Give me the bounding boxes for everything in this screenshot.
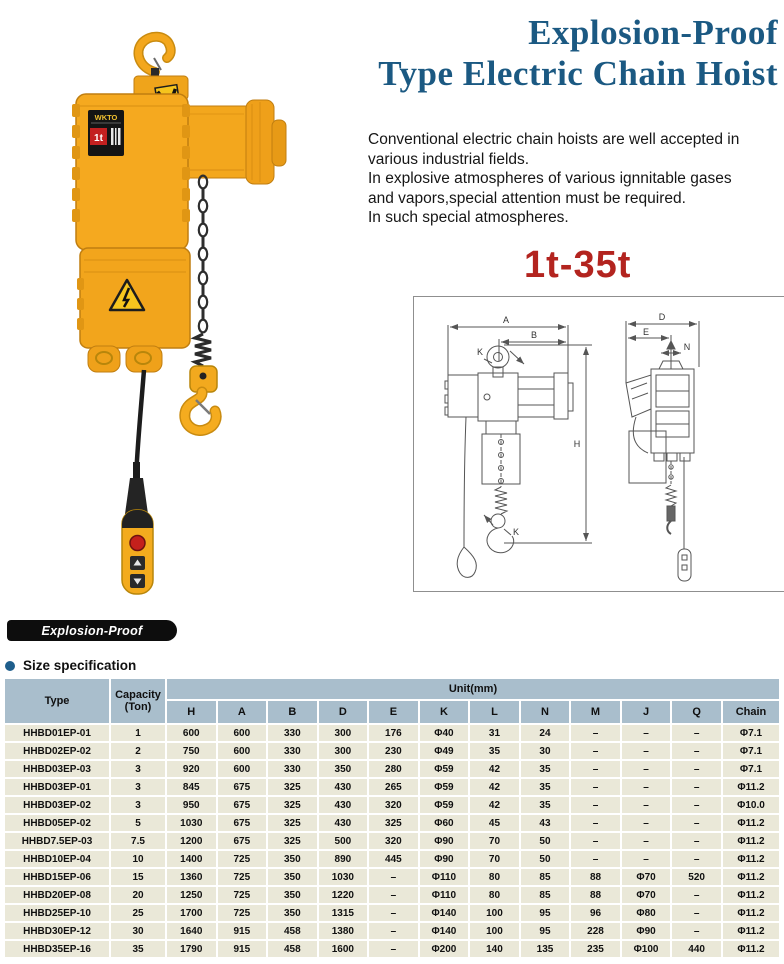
dim-cell: 300 — [319, 743, 368, 759]
dim-cell: Φ11.2 — [723, 869, 779, 885]
dim-cell: 320 — [369, 833, 418, 849]
dim-cell: – — [571, 761, 620, 777]
dim-cell: 1200 — [167, 833, 216, 849]
table-row — [5, 743, 779, 759]
title-line-1: Explosion-Proof — [528, 13, 778, 52]
dim-cell: 140 — [470, 941, 519, 957]
dim-cell: 50 — [521, 833, 570, 849]
dim-cell: 1640 — [167, 923, 216, 939]
table-row — [5, 761, 779, 777]
dim-cell: – — [672, 779, 721, 795]
dim-cell: 845 — [167, 779, 216, 795]
dim-column-header: A — [218, 701, 267, 723]
type-cell: HHBD05EP-02 — [5, 815, 109, 831]
dimension-diagram — [413, 296, 784, 592]
dim-cell: 88 — [571, 887, 620, 903]
dim-cell: 325 — [268, 797, 317, 813]
dim-cell: 45 — [470, 815, 519, 831]
description-line: various industrial fields. — [368, 150, 530, 168]
dim-cell: 280 — [369, 761, 418, 777]
dim-label-b: B — [530, 330, 538, 340]
page-title — [230, 12, 778, 94]
dim-cell: 350 — [268, 851, 317, 867]
dim-cell: 330 — [268, 761, 317, 777]
dim-cell: 750 — [167, 743, 216, 759]
capacity-header-line2: (Ton) — [124, 701, 152, 713]
type-cell: HHBD10EP-04 — [5, 851, 109, 867]
dim-cell: Φ70 — [622, 869, 671, 885]
dim-cell: 85 — [521, 869, 570, 885]
dim-cell: 350 — [268, 887, 317, 903]
table-row — [5, 851, 779, 867]
table-row — [5, 869, 779, 885]
dim-cell: 725 — [218, 869, 267, 885]
table-row — [5, 725, 779, 741]
dim-cell: 176 — [369, 725, 418, 741]
dim-cell: 50 — [521, 851, 570, 867]
title-line-2: Type Electric Chain Hoist — [378, 54, 778, 93]
dim-cell: – — [672, 851, 721, 867]
type-cell: HHBD03EP-01 — [5, 779, 109, 795]
banner-label: Explosion-Proof — [41, 623, 143, 638]
dim-column-header: Q — [672, 701, 721, 723]
dim-cell: – — [571, 833, 620, 849]
product-description — [368, 130, 782, 228]
dim-cell: 1360 — [167, 869, 216, 885]
dim-cell: Φ11.2 — [723, 851, 779, 867]
dim-cell: 320 — [369, 797, 418, 813]
dim-cell: 500 — [319, 833, 368, 849]
dim-cell: 325 — [268, 815, 317, 831]
type-cell: HHBD01EP-01 — [5, 725, 109, 741]
dim-cell: 350 — [268, 869, 317, 885]
dim-cell: Φ90 — [622, 923, 671, 939]
capacity-cell: 10 — [111, 851, 165, 867]
brand-label — [88, 110, 124, 156]
description-line: and vapors,special attention must be required. — [368, 189, 686, 207]
dim-cell: 725 — [218, 905, 267, 921]
dim-cell: Φ70 — [622, 887, 671, 903]
dim-cell: Φ110 — [420, 869, 469, 885]
dim-cell: 440 — [672, 941, 721, 957]
dim-cell: Φ49 — [420, 743, 469, 759]
dim-column-header: L — [470, 701, 519, 723]
dim-cell: – — [622, 815, 671, 831]
dim-cell: – — [571, 725, 620, 741]
dim-cell: 95 — [521, 923, 570, 939]
dim-cell: – — [672, 833, 721, 849]
dim-cell: 330 — [268, 743, 317, 759]
dim-cell: 24 — [521, 725, 570, 741]
capacity-cell: 2 — [111, 743, 165, 759]
dim-cell: – — [622, 725, 671, 741]
type-cell: HHBD30EP-12 — [5, 923, 109, 939]
dim-cell: 265 — [369, 779, 418, 795]
capacity-cell: 1 — [111, 725, 165, 741]
dim-cell: 1400 — [167, 851, 216, 867]
dim-cell: Φ90 — [420, 851, 469, 867]
motor-cylinder — [180, 100, 286, 184]
dim-cell: 80 — [470, 869, 519, 885]
dim-cell: 30 — [521, 743, 570, 759]
type-cell: HHBD35EP-16 — [5, 941, 109, 957]
dim-cell: 35 — [521, 797, 570, 813]
dim-cell: Φ59 — [420, 779, 469, 795]
capacity-cell: 20 — [111, 887, 165, 903]
capacity-column-header — [111, 679, 165, 723]
emergency-stop-button — [130, 536, 145, 551]
dim-column-header: Chain — [723, 701, 779, 723]
dim-cell: – — [622, 797, 671, 813]
dim-cell: 325 — [369, 815, 418, 831]
dim-cell: 600 — [218, 761, 267, 777]
type-cell: HHBD20EP-08 — [5, 887, 109, 903]
table-row — [5, 923, 779, 939]
dim-cell: 300 — [319, 725, 368, 741]
dim-cell: 42 — [470, 761, 519, 777]
dim-cell: 600 — [218, 725, 267, 741]
dim-cell: 915 — [218, 923, 267, 939]
size-spec-table — [3, 677, 781, 959]
unit-group-header: Unit(mm) — [167, 679, 779, 699]
capacity-cell: 7.5 — [111, 833, 165, 849]
dim-cell: – — [672, 815, 721, 831]
dim-cell: 350 — [268, 905, 317, 921]
table-row — [5, 887, 779, 903]
dim-cell: 230 — [369, 743, 418, 759]
dim-cell: 235 — [571, 941, 620, 957]
dim-cell: 135 — [521, 941, 570, 957]
dim-cell: 1790 — [167, 941, 216, 957]
dim-cell: 100 — [470, 905, 519, 921]
capacity-cell: 3 — [111, 761, 165, 777]
dim-column-header: D — [319, 701, 368, 723]
dim-label-n: N — [683, 342, 691, 352]
dim-cell: 1700 — [167, 905, 216, 921]
section-title: Size specification — [23, 658, 137, 673]
type-cell: HHBD15EP-06 — [5, 869, 109, 885]
dim-cell: – — [369, 941, 418, 957]
hoist-illustration — [30, 10, 310, 602]
dim-cell: 920 — [167, 761, 216, 777]
dim-cell: Φ59 — [420, 761, 469, 777]
dim-cell: – — [672, 905, 721, 921]
dim-cell: 31 — [470, 725, 519, 741]
dim-cell: – — [369, 905, 418, 921]
dim-label-k-top: K — [476, 347, 484, 357]
dim-cell: – — [672, 887, 721, 903]
dim-column-header: J — [622, 701, 671, 723]
capacity-cell: 30 — [111, 923, 165, 939]
capacity-cell: 35 — [111, 941, 165, 957]
dim-cell: – — [622, 833, 671, 849]
dim-cell: – — [571, 815, 620, 831]
dim-cell: 350 — [319, 761, 368, 777]
dim-cell: Φ7.1 — [723, 725, 779, 741]
dim-cell: 42 — [470, 779, 519, 795]
dim-cell: 458 — [268, 923, 317, 939]
dim-cell: 325 — [268, 779, 317, 795]
description-line: Conventional electric chain hoists are well accepted in — [368, 131, 740, 148]
dim-cell: 1600 — [319, 941, 368, 957]
dim-cell: 675 — [218, 833, 267, 849]
dim-cell: 1030 — [319, 869, 368, 885]
capacity-range: 1t-35t — [524, 244, 632, 286]
dim-cell: Φ60 — [420, 815, 469, 831]
dim-cell: 950 — [167, 797, 216, 813]
dim-cell: 35 — [521, 779, 570, 795]
dim-cell: 100 — [470, 923, 519, 939]
dim-cell: 228 — [571, 923, 620, 939]
dim-label-k-bottom: K — [512, 527, 520, 537]
dim-cell: 890 — [319, 851, 368, 867]
dim-column-header: E — [369, 701, 418, 723]
dim-cell: 725 — [218, 851, 267, 867]
explosion-proof-banner — [7, 620, 177, 641]
dim-label-d: D — [658, 312, 666, 322]
dim-cell: – — [369, 923, 418, 939]
dim-cell: 675 — [218, 815, 267, 831]
table-row — [5, 815, 779, 831]
dim-cell: 600 — [218, 743, 267, 759]
type-column-header: Type — [5, 679, 109, 723]
bullet-icon — [5, 661, 15, 671]
dim-cell: – — [622, 743, 671, 759]
dim-cell: 1250 — [167, 887, 216, 903]
dim-cell: 70 — [470, 833, 519, 849]
dim-column-header: M — [571, 701, 620, 723]
dim-cell: 1315 — [319, 905, 368, 921]
top-hook-icon — [138, 37, 170, 80]
dim-cell: – — [672, 923, 721, 939]
type-cell: HHBD25EP-10 — [5, 905, 109, 921]
dim-cell: – — [571, 779, 620, 795]
dim-cell: 675 — [218, 797, 267, 813]
bottom-hook-assembly — [185, 334, 217, 431]
product-photo — [30, 10, 310, 602]
dim-cell: – — [672, 743, 721, 759]
dim-cell: 725 — [218, 887, 267, 903]
table-row — [5, 779, 779, 795]
dim-cell: – — [622, 779, 671, 795]
dim-cell: 35 — [521, 761, 570, 777]
dim-cell: Φ200 — [420, 941, 469, 957]
capacity-badge: 1t — [94, 133, 103, 144]
dim-cell: Φ10.0 — [723, 797, 779, 813]
spec-table-body — [5, 725, 779, 957]
dim-cell: – — [672, 797, 721, 813]
dim-cell: Φ110 — [420, 887, 469, 903]
dim-cell: 430 — [319, 815, 368, 831]
dim-cell: 430 — [319, 779, 368, 795]
dim-cell: – — [622, 761, 671, 777]
dim-label-h: H — [573, 439, 581, 449]
dim-cell: 70 — [470, 851, 519, 867]
dim-cell: Φ11.2 — [723, 815, 779, 831]
dim-cell: Φ11.2 — [723, 887, 779, 903]
load-chain — [199, 176, 207, 333]
dim-cell: 43 — [521, 815, 570, 831]
dim-cell: 458 — [268, 941, 317, 957]
dim-cell: Φ59 — [420, 797, 469, 813]
dim-cell: Φ40 — [420, 725, 469, 741]
table-row — [5, 941, 779, 957]
dim-cell: Φ90 — [420, 833, 469, 849]
dim-cell: – — [571, 743, 620, 759]
dim-label-a: A — [502, 315, 510, 325]
description-line: In explosive atmospheres of various ignnitable gases — [368, 170, 732, 187]
dim-column-header: K — [420, 701, 469, 723]
dim-cell: 915 — [218, 941, 267, 957]
dim-cell: Φ100 — [622, 941, 671, 957]
capacity-cell: 15 — [111, 869, 165, 885]
capacity-cell: 3 — [111, 779, 165, 795]
dim-cell: 330 — [268, 725, 317, 741]
dim-cell: 325 — [268, 833, 317, 849]
dim-column-header: N — [521, 701, 570, 723]
dim-cell: 85 — [521, 887, 570, 903]
table-row — [5, 797, 779, 813]
dim-column-header: H — [167, 701, 216, 723]
dim-cell: Φ140 — [420, 905, 469, 921]
dim-cell: Φ11.2 — [723, 905, 779, 921]
pendant-control — [122, 462, 153, 594]
dim-cell: Φ7.1 — [723, 743, 779, 759]
dim-cell: 80 — [470, 887, 519, 903]
dim-cell: – — [369, 887, 418, 903]
dim-cell: 520 — [672, 869, 721, 885]
dim-cell: Φ140 — [420, 923, 469, 939]
dim-cell: 430 — [319, 797, 368, 813]
dim-cell: – — [571, 851, 620, 867]
dim-cell: 1030 — [167, 815, 216, 831]
capacity-header-line1: Capacity — [115, 689, 161, 701]
dim-cell: 95 — [521, 905, 570, 921]
brand-text: WKTO — [94, 113, 118, 122]
dim-cell: 1220 — [319, 887, 368, 903]
dim-cell: Φ11.2 — [723, 779, 779, 795]
dim-cell: 35 — [470, 743, 519, 759]
dim-cell: 88 — [571, 869, 620, 885]
dim-cell: – — [622, 851, 671, 867]
capacity-cell: 25 — [111, 905, 165, 921]
capacity-cell: 5 — [111, 815, 165, 831]
type-cell: HHBD02EP-02 — [5, 743, 109, 759]
dim-cell: Φ11.2 — [723, 941, 779, 957]
type-cell: HHBD03EP-03 — [5, 761, 109, 777]
dim-cell: Φ11.2 — [723, 833, 779, 849]
type-cell: HHBD7.5EP-03 — [5, 833, 109, 849]
table-row — [5, 833, 779, 849]
dim-cell: Φ7.1 — [723, 761, 779, 777]
dim-cell: 600 — [167, 725, 216, 741]
dim-cell: – — [369, 869, 418, 885]
dim-cell: 445 — [369, 851, 418, 867]
description-line: In such special atmospheres. — [368, 209, 569, 226]
dim-label-e: E — [642, 327, 650, 337]
section-header — [5, 658, 136, 673]
dim-cell: 42 — [470, 797, 519, 813]
dim-cell: – — [571, 797, 620, 813]
table-row — [5, 905, 779, 921]
dim-column-header: B — [268, 701, 317, 723]
dim-cell: 675 — [218, 779, 267, 795]
dim-cell: Φ11.2 — [723, 923, 779, 939]
capacity-cell: 3 — [111, 797, 165, 813]
lower-body — [77, 248, 190, 372]
dim-cell: 1380 — [319, 923, 368, 939]
dim-cell: – — [672, 761, 721, 777]
dim-cell: – — [672, 725, 721, 741]
type-cell: HHBD03EP-02 — [5, 797, 109, 813]
dim-cell: Φ80 — [622, 905, 671, 921]
dim-cell: 96 — [571, 905, 620, 921]
